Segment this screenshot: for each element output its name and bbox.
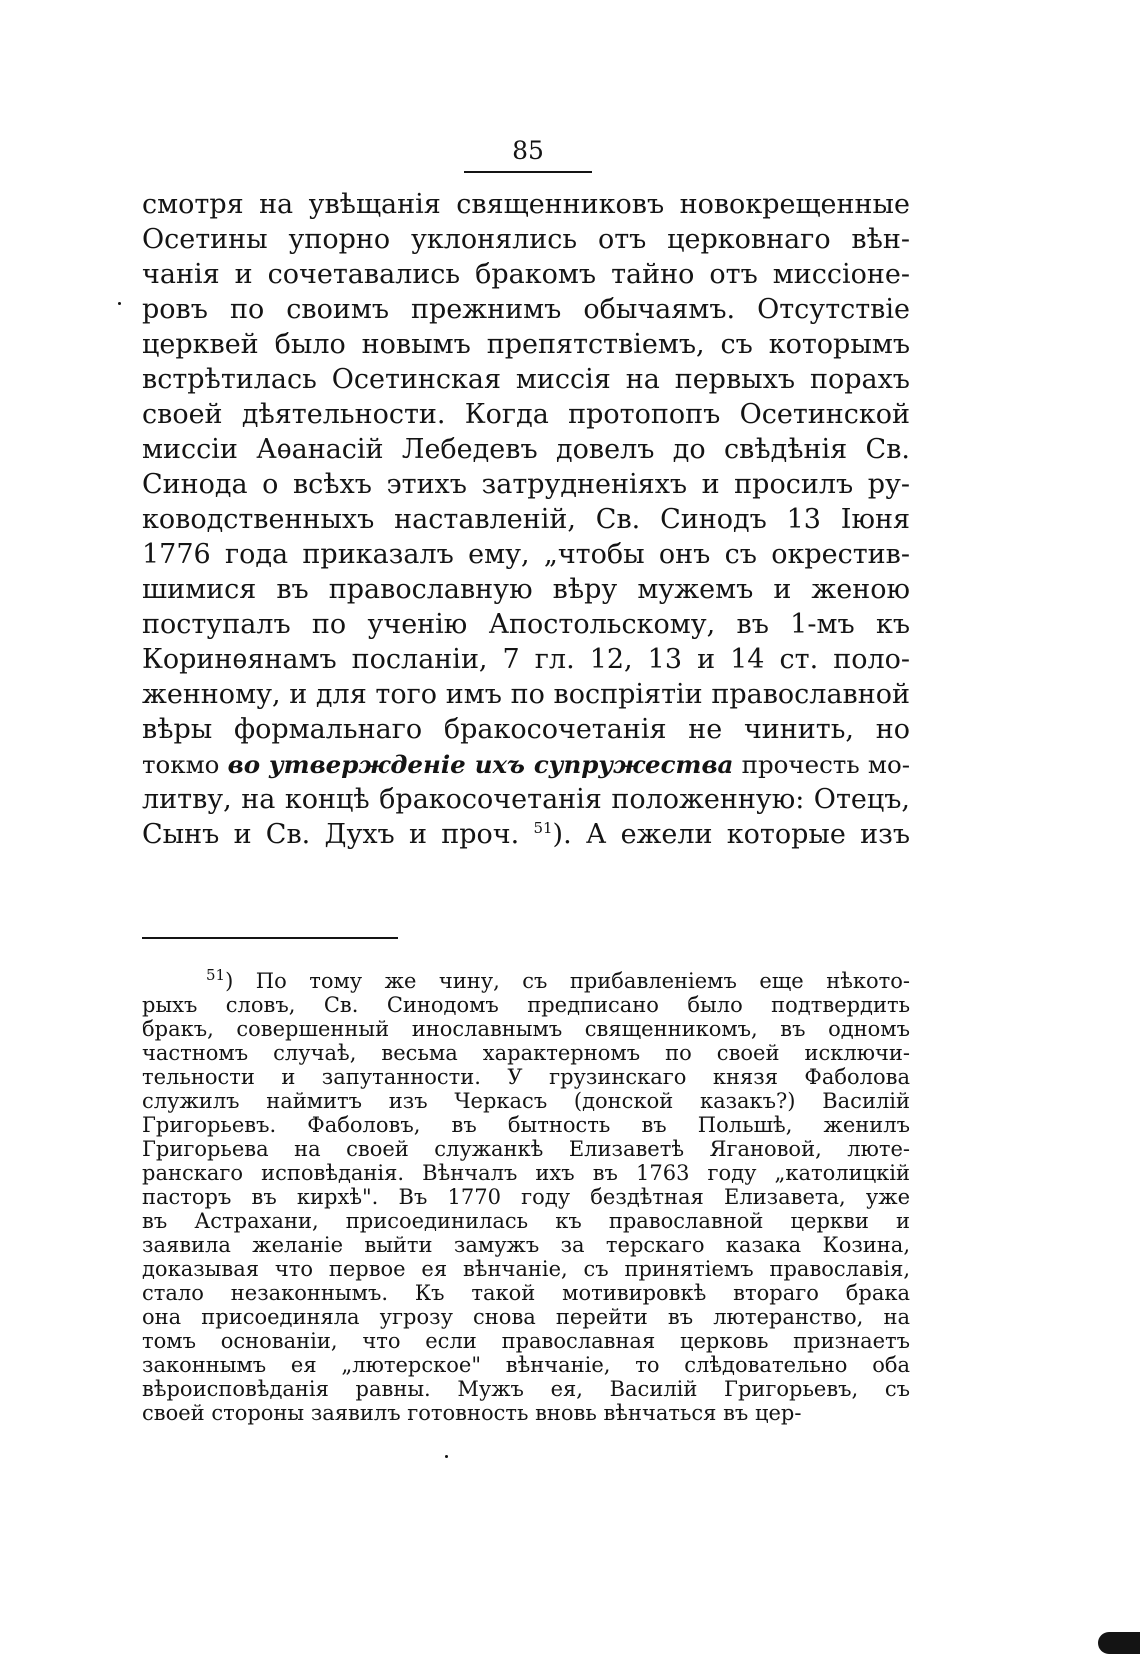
footnote-line: своей стороны заявилъ готовность вновь вѣнчаться въ цер- xyxy=(142,1401,802,1425)
footnote-line: тельности и запутанности. У грузинскаго князя Фаболова xyxy=(142,1065,910,1089)
footnote-line: стало незаконнымъ. Къ такой мотивировкѣ втораго брака xyxy=(142,1281,910,1305)
footnote-line: рыхъ словъ, Св. Синодомъ предписано было подтвердить xyxy=(142,993,910,1017)
scan-speck xyxy=(118,302,121,305)
footnote-line: доказывая что первое ея вѣнчаніе, съ принятіемъ православія, xyxy=(142,1257,910,1281)
footnote-line xyxy=(142,966,910,993)
footnote-line: частномъ случаѣ, весьма характерномъ по своей исключи- xyxy=(142,1041,910,1065)
main-text-line: литву, на концѣ бракосочетанія положенную: Отецъ, xyxy=(142,784,910,815)
footnote-reference: 51 xyxy=(533,819,553,837)
emphasized-phrase: во утвержденіе ихъ супружества xyxy=(227,750,734,779)
main-text-segment: ). А ежели которые изъ xyxy=(552,819,910,850)
footnote-line: въ Астрахани, присоединилась къ православной церкви и xyxy=(142,1209,910,1233)
main-text-line xyxy=(142,816,910,853)
scan-blot xyxy=(1098,1632,1140,1654)
footnote-rule xyxy=(142,937,398,939)
footnote-line: томъ основаніи, что если православная церковь признаетъ xyxy=(142,1329,910,1353)
main-text-line: ководственныхъ наставленій, Св. Синодъ 13 Іюня xyxy=(142,504,910,535)
footnote-line: Григорьева на своей служанкѣ Елизаветѣ Ягановой, люте- xyxy=(142,1137,910,1161)
main-text-line: 1776 года приказалъ ему, „чтобы онъ съ окрестив- xyxy=(142,539,910,570)
main-text-line: встрѣтилась Осетинская миссія на первыхъ порахъ xyxy=(142,364,910,395)
footnote-line: пасторъ въ кирхѣ". Въ 1770 году бездѣтная Елизавета, уже xyxy=(142,1185,910,1209)
main-text-line: женному, и для того имъ по воспріятіи православной xyxy=(142,679,910,710)
main-text-line: Осетины упорно уклонялись отъ церковнаго вѣн- xyxy=(142,224,910,255)
footnote-line: законнымъ ея „лютерское" вѣнчаніе, то слѣдовательно оба xyxy=(142,1353,910,1377)
footnote-line: ранскаго исповѣданія. Вѣнчалъ ихъ въ 1763 году „католицкій xyxy=(142,1161,910,1185)
footnote-text: ) По тому же чину, съ прибавленіемъ еще нѣкото- xyxy=(225,969,910,993)
footnote-line: заявила желаніе выйти замужъ за терскаго казака Козина, xyxy=(142,1233,910,1257)
main-text-line: миссіи Аѳанасій Лебедевъ довелъ до свѣдѣнія Св. xyxy=(142,434,910,465)
footnote-line: она присоединяла угрозу снова перейти въ лютеранство, на xyxy=(142,1305,910,1329)
main-text-line: ровъ по своимъ прежнимъ обычаямъ. Отсутствіе xyxy=(142,294,910,325)
main-text-line: Синода о всѣхъ этихъ затрудненіяхъ и просилъ ру- xyxy=(142,469,910,500)
main-text-line: Коринѳянамъ посланіи, 7 гл. 12, 13 и 14 ст. поло- xyxy=(142,644,910,675)
main-text-line: шимися въ православную вѣру мужемъ и женою xyxy=(142,574,910,605)
page-number: 85 xyxy=(512,136,544,165)
main-text-line: своей дѣятельности. Когда протопопъ Осетинской xyxy=(142,399,910,430)
footnote-line: бракъ, совершенный инославнымъ священникомъ, въ одномъ xyxy=(142,1017,910,1041)
footnote-line: вѣроисповѣданія равны. Мужъ ея, Василій Григорьевъ, съ xyxy=(142,1377,910,1401)
main-text-line xyxy=(142,746,910,783)
main-text-segment: прочесть мо- xyxy=(733,750,910,779)
main-text-line: чанія и сочетавались бракомъ тайно отъ миссіоне- xyxy=(142,259,910,290)
main-text-segment: токмо xyxy=(142,750,228,779)
main-text-line: смотря на увѣщанія священниковъ новокрещенные xyxy=(142,189,910,220)
footnote-marker: 51 xyxy=(206,966,226,984)
page-number-rule xyxy=(464,171,592,173)
main-text-line: церквей было новымъ препятствіемъ, съ которымъ xyxy=(142,329,910,360)
main-text-segment: Сынъ и Св. Духъ и проч. xyxy=(142,819,534,850)
main-text-line: вѣры формальнаго бракосочетанія не чинить, но xyxy=(142,714,910,745)
footnote-line: служилъ наймитъ изъ Черкасъ (донской казакъ?) Василій xyxy=(142,1089,910,1113)
scan-speck xyxy=(445,1455,448,1458)
main-text-line: поступалъ по ученію Апостольскому, въ 1-мъ къ xyxy=(142,609,910,640)
footnote-line: Григорьевъ. Фаболовъ, въ бытность въ Польшѣ, женилъ xyxy=(142,1113,910,1137)
